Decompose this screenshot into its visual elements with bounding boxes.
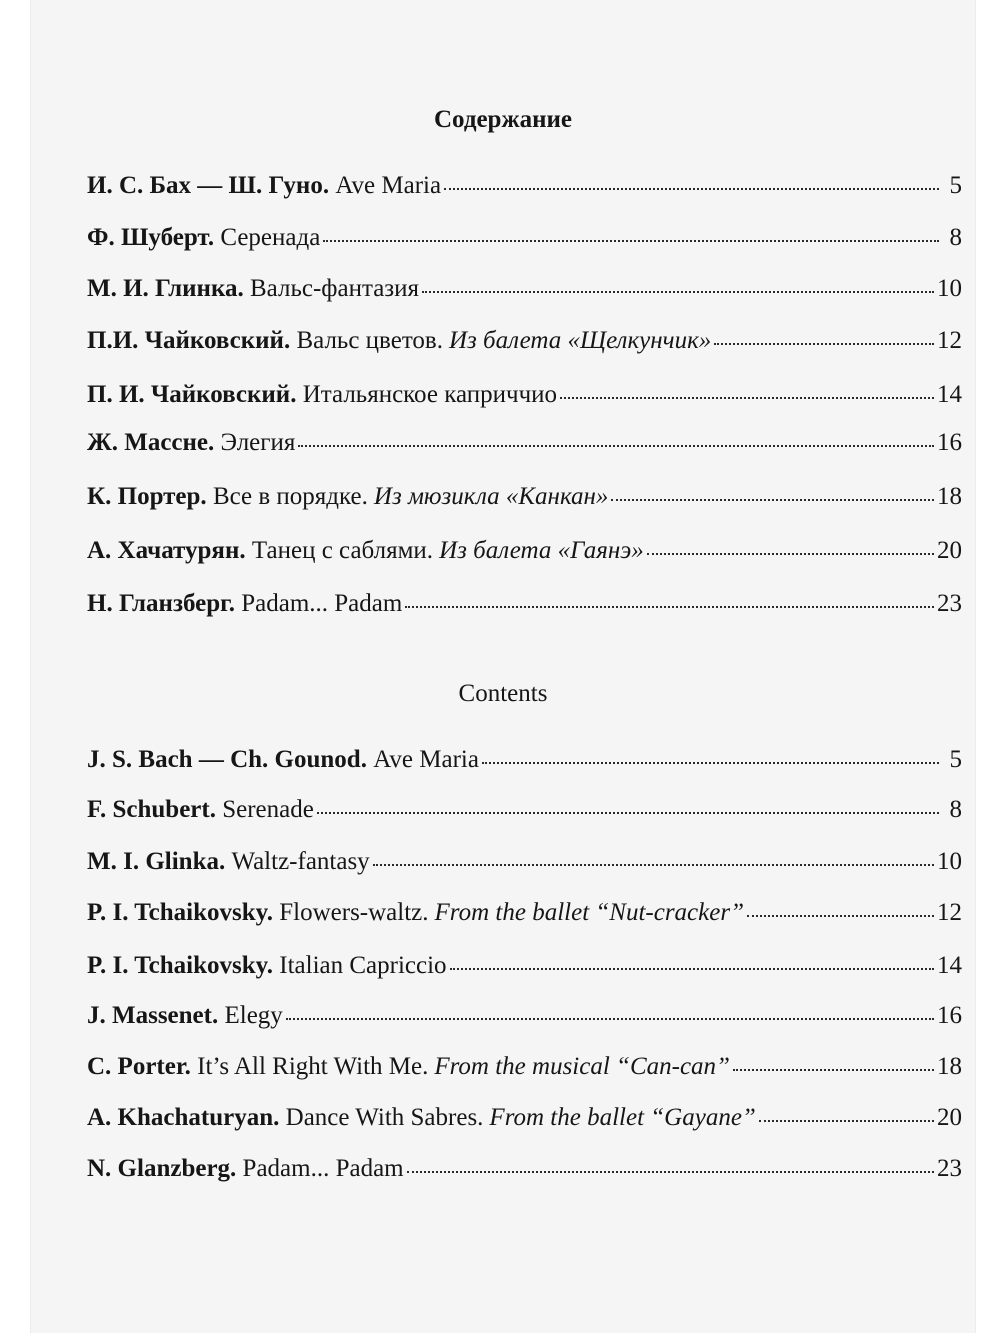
toc-title: It’s All Right With Me. — [197, 1053, 429, 1080]
dot-leader — [611, 499, 934, 501]
toc-composer: A. Khachaturyan. — [87, 1104, 280, 1131]
toc-composer: Н. Гланзберг. — [87, 590, 235, 617]
toc-source-note: Из балета «Щелкунчик» — [448, 327, 712, 354]
toc-title: Dance With Sabres. — [285, 1104, 484, 1131]
toc-entry — [87, 479, 962, 515]
toc-page-number: 16 — [937, 1002, 962, 1029]
dot-leader — [422, 291, 934, 293]
toc-page-number: 23 — [937, 590, 962, 617]
dot-leader — [373, 864, 934, 866]
toc-source-note: Из мюзикла «Канкан» — [373, 483, 609, 510]
dot-leader — [444, 188, 939, 190]
dot-leader — [323, 240, 939, 242]
dot-leader — [405, 606, 934, 608]
toc-composer: П.И. Чайковский. — [87, 327, 291, 354]
dot-leader — [286, 1018, 934, 1020]
toc-title: Waltz-fantasy — [231, 848, 370, 875]
toc-page-number: 20 — [937, 537, 962, 564]
toc-title: Serenade — [222, 796, 314, 823]
toc-title: Italian Capriccio — [279, 952, 447, 979]
toc-page-number: 10 — [937, 275, 962, 302]
toc-title: Padam... Padam — [242, 1155, 404, 1182]
toc-page-number: 8 — [949, 224, 962, 251]
toc-composer: И. С. Бах — Ш. Гуно. — [87, 172, 330, 199]
toc-composer: П. И. Чайковский. — [87, 381, 297, 408]
toc-source-note: From the ballet “Gayane” — [489, 1104, 756, 1131]
toc-composer: Ж. Массне. — [87, 429, 215, 456]
toc-page-number: 12 — [937, 899, 962, 926]
toc-title: Все в порядке. — [212, 483, 368, 510]
dot-leader — [759, 1120, 934, 1122]
toc-composer: M. I. Glinka. — [87, 848, 226, 875]
toc-page-number: 18 — [937, 1053, 962, 1080]
toc-entry — [87, 425, 962, 461]
dot-leader — [560, 397, 934, 399]
toc-title: Ave Maria — [335, 172, 442, 199]
dot-leader — [733, 1069, 934, 1071]
toc-composer: К. Портер. — [87, 483, 207, 510]
book-page — [30, 0, 976, 1333]
toc-entry — [87, 844, 962, 880]
toc-title: Ave Maria — [373, 746, 479, 773]
toc-entry — [87, 586, 962, 622]
dot-leader — [482, 762, 939, 764]
toc-page-number: 18 — [937, 483, 962, 510]
dot-leader — [714, 343, 934, 345]
dot-leader — [747, 915, 934, 917]
dot-leader — [317, 812, 939, 814]
toc-entry — [87, 998, 962, 1034]
toc-entry — [87, 1100, 962, 1136]
toc-entry — [87, 948, 962, 984]
russian-toc-heading: Содержание — [433, 106, 572, 133]
toc-composer: М. И. Глинка. — [87, 275, 244, 302]
toc-title: Вальс-фантазия — [250, 275, 420, 302]
toc-page-number: 16 — [937, 429, 962, 456]
toc-composer: C. Porter. — [87, 1053, 191, 1080]
toc-page-number: 14 — [937, 952, 962, 979]
toc-title: Вальс цветов. — [296, 327, 443, 354]
toc-title: Padam... Padam — [241, 590, 403, 617]
toc-page-number: 5 — [949, 746, 962, 773]
toc-source-note: From the ballet “Nut-cracker” — [434, 899, 744, 926]
toc-composer: F. Schubert. — [87, 796, 216, 823]
toc-page-number: 20 — [937, 1104, 962, 1131]
toc-entry — [87, 742, 962, 778]
toc-entry — [87, 323, 962, 359]
toc-page-number: 8 — [949, 796, 962, 823]
toc-entry — [87, 377, 962, 413]
toc-title: Elegy — [224, 1002, 283, 1029]
toc-composer: P. I. Tchaikovsky. — [87, 952, 273, 979]
toc-composer: J. Massenet. — [87, 1002, 219, 1029]
toc-page-number: 23 — [937, 1155, 962, 1182]
toc-composer: J. S. Bach — Ch. Gounod. — [87, 746, 367, 773]
dot-leader — [298, 445, 934, 447]
toc-entry — [87, 1151, 962, 1187]
toc-entry — [87, 1049, 962, 1085]
toc-page-number: 12 — [937, 327, 962, 354]
toc-title: Flowers-waltz. — [279, 899, 429, 926]
dot-leader — [647, 553, 934, 555]
toc-entry — [87, 533, 962, 569]
toc-composer: N. Glanzberg. — [87, 1155, 237, 1182]
toc-entry — [87, 168, 962, 204]
toc-entry — [87, 895, 962, 931]
toc-title: Серенада — [220, 224, 321, 251]
toc-entry — [87, 271, 962, 307]
toc-entry — [87, 220, 962, 256]
toc-title: Итальянское каприччио — [302, 381, 558, 408]
toc-page-number: 10 — [937, 848, 962, 875]
toc-title: Танец с саблями. — [251, 537, 434, 564]
toc-composer: А. Хачатурян. — [87, 537, 246, 564]
toc-entry — [87, 792, 962, 828]
dot-leader — [450, 968, 934, 970]
toc-source-note: From the musical “Can-can” — [434, 1053, 730, 1080]
toc-page-number: 5 — [949, 172, 962, 199]
toc-composer: P. I. Tchaikovsky. — [87, 899, 273, 926]
toc-page-number: 14 — [937, 381, 962, 408]
toc-source-note: Из балета «Гаянэ» — [439, 537, 644, 564]
toc-title: Элегия — [220, 429, 296, 456]
english-toc-heading: Contents — [458, 680, 548, 707]
toc-composer: Ф. Шуберт. — [87, 224, 215, 251]
dot-leader — [407, 1171, 934, 1173]
